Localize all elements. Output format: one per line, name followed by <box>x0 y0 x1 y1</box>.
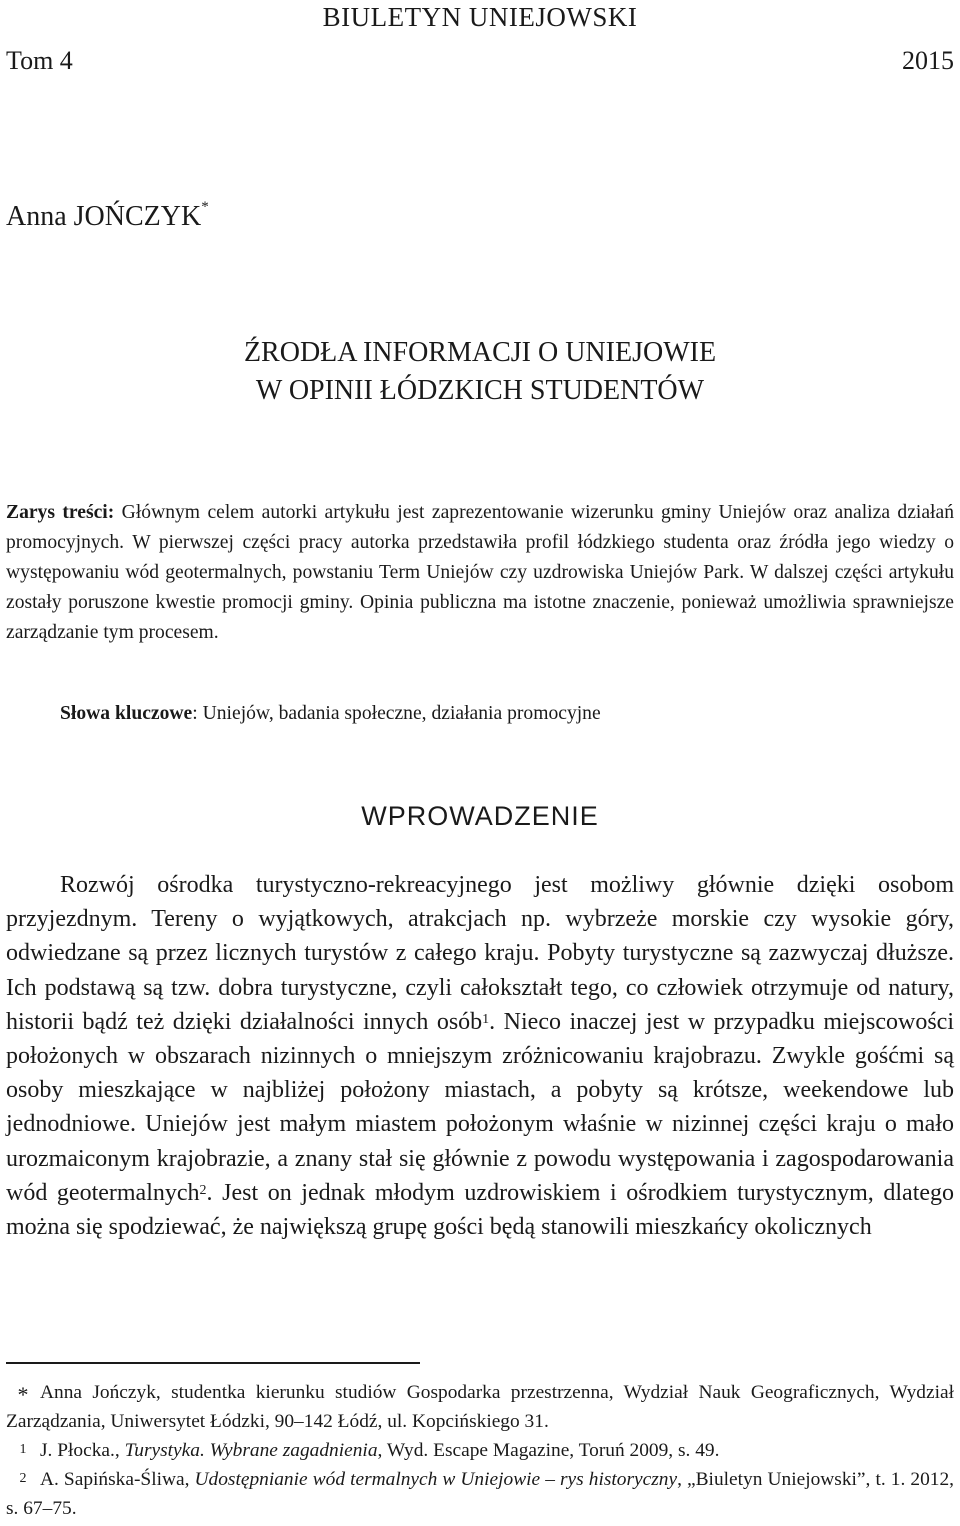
footnote-2 <box>6 1465 954 1523</box>
abstract-text: Głównym celem autorki artykułu jest zaprezentowanie wizerunku gminy Uniejów oraz analiza działań promocyjnych. W pierwszej części pracy autorka przedstawiła profil łódzkiego studenta oraz źródła jego wiedzy o występowaniu wód geotermalnych, powstaniu Term Uniejów czy uzdrowiska Uniejów Park. W dalszej części artykułu zostały poruszone kwestie promocji gminy. Opinia publiczna ma istotne znaczenie, ponieważ umożliwia sprawniejsze zarządzanie tym procesem. <box>6 502 954 643</box>
footnote-2-pre: A. Sapińska-Śliwa, <box>40 1469 195 1490</box>
author-name-text: Anna JOŃCZYK <box>6 201 202 232</box>
journal-title: BIULETYN UNIEJOWSKI <box>322 2 638 32</box>
abstract-label: Zarys treści: <box>6 502 115 523</box>
footnote-1-post: , Wyd. Escape Magazine, Toruń 2009, s. 49. <box>377 1440 720 1461</box>
footnote-2-mark: 2 <box>19 1471 27 1486</box>
year-label: 2015 <box>902 46 954 75</box>
footnote-2-post: , „Biuletyn Uniejowski”, t. 1. 2012, s. 67–75. <box>6 1469 955 1519</box>
abstract <box>6 498 954 648</box>
volume-label: Tom 4 <box>6 46 73 75</box>
footnote-ref-2[interactable]: 2 <box>199 1182 207 1198</box>
author-footnote-mark[interactable]: * <box>201 199 209 215</box>
body-text-part-2: . Nieco inaczej jest w przypadku miejscowości położonych w obszarach nizinnych o mniejszym zróżnicowaniu krajobrazu. Zwykle gośćmi są osoby mieszkające w najbliżej położony miastach, a pobyty są krótsze, weekendowe lub jednodniowe. Uniejów jest małym miastem położonym właśnie w nizinnej części kraju o mało urozmaiconym krajobrazie, a znany stał się głównie z powodu występowania i zagospodarowania wód geotermalnych <box>6 1008 954 1206</box>
footnote-divider <box>6 1362 420 1364</box>
title-line-2: W OPINII ŁÓDZKICH STUDENTÓW <box>255 375 705 406</box>
body-paragraph <box>6 868 954 1244</box>
title-line-1: ŹRODŁA INFORMACJI O UNIEJOWIE <box>243 337 717 368</box>
footnote-1-mark: 1 <box>19 1442 27 1457</box>
footnote-ref-1[interactable]: 1 <box>482 1011 490 1027</box>
footnote-author <box>6 1378 954 1436</box>
keywords-label: Słowa kluczowe <box>60 703 193 724</box>
keywords-text: : Uniejów, badania społeczne, działania promocyjne <box>192 703 601 724</box>
footnote-author-mark: * <box>17 1382 29 1407</box>
footnote-1-title: Turystyka. Wybrane zagadnienia <box>124 1440 378 1461</box>
body-text-part-3: . Jest on jednak młodym uzdrowiskiem i ośrodkiem turystycznym, dlatego można się spodziewać, że największą grupę gości będą stanowili mieszkańcy okolicznych <box>6 1179 955 1241</box>
footnote-1 <box>6 1436 954 1465</box>
keywords <box>60 703 601 725</box>
author-name <box>6 201 209 233</box>
section-heading: WPROWADZENIE <box>361 801 599 831</box>
footnote-1-pre: J. Płocka., <box>40 1440 125 1461</box>
footnote-author-text: Anna Jończyk, studentka kierunku studiów Gospodarka przestrzenna, Wydział Nauk Geograficznych, Wydział Zarządzania, Uniwersytet Łódzki, 90–142 Łódź, ul. Kopcińskiego 31. <box>6 1382 954 1432</box>
article-title <box>0 334 960 410</box>
footnote-2-title: Udostępnianie wód termalnych w Uniejowie – rys historyczny <box>194 1469 678 1490</box>
body-text-part-1: Rozwój ośrodka turystyczno-rekreacyjnego jest możliwy głównie dzięki osobom przyjezdnym. Tereny o wyjątkowych, atrakcjach np. wybrzeże morskie czy wysokie góry, odwiedzane są przez licznych turystów z całego kraju. Pobyty turystyczne są zazwyczaj dłuższe. Ich podstawą są tzw. dobra turystyczne, czyli całokształt tego, co człowiek otrzymuje od natury, historii bądź też dzięki działalności innych osób <box>6 872 954 1035</box>
